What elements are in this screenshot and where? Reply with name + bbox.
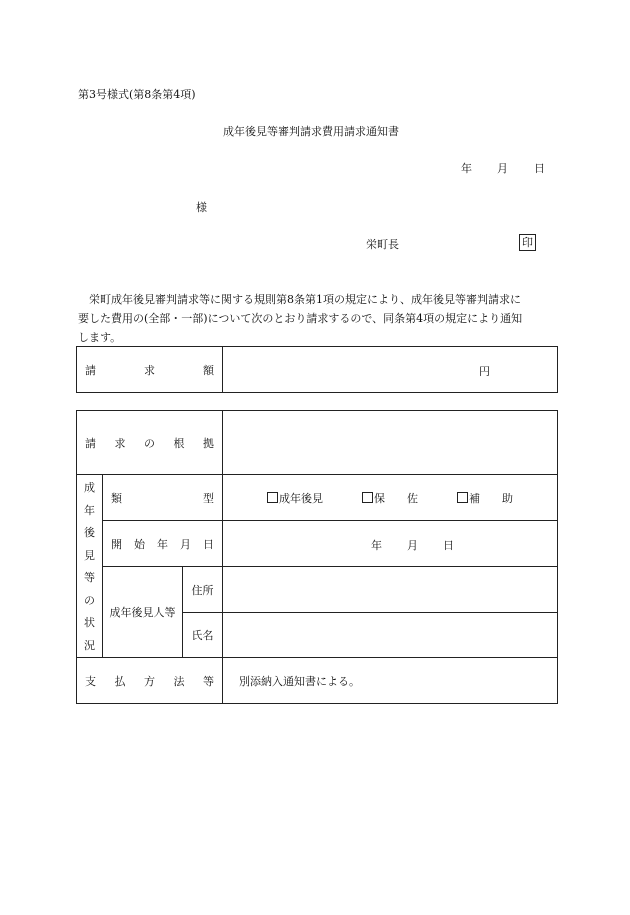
body-paragraph [78, 290, 558, 347]
addressee-suffix: 様 [196, 201, 207, 214]
name-label-cell: 氏名 [183, 613, 223, 658]
issuer: 栄町長 [366, 238, 399, 251]
ward-label-cell: 成年後見人等 [103, 567, 183, 658]
start-date-label-cell: 開 始 年 月 日 [103, 521, 223, 567]
seal-mark: 印 [519, 234, 536, 251]
form-number: 第3号様式(第8条第4項) [78, 88, 196, 101]
basis-field[interactable] [223, 411, 558, 475]
address-row [77, 567, 558, 613]
amount-field[interactable] [223, 347, 558, 393]
basis-label-cell: 請 求 の 根 拠 [77, 411, 223, 475]
status-label-cell: 成 年 後 見 等 の 状 況 [77, 475, 103, 658]
start-date-row [77, 521, 558, 567]
details-table [76, 410, 558, 704]
type-row [77, 475, 558, 521]
payment-value: 別添納入通知書による。 [239, 674, 360, 688]
body-line: します。 [78, 331, 122, 344]
date-year-label: 年 [461, 162, 472, 175]
date-month-label: 月 [497, 162, 508, 175]
option-curatorship[interactable]: 保 佐 [362, 490, 418, 506]
checkbox-icon[interactable] [457, 492, 468, 503]
address-label-cell: 住所 [183, 567, 223, 613]
option-guardianship[interactable]: 成年後見 [267, 490, 323, 506]
body-line: 栄町成年後見審判請求等に関する規則第8条第1項の規定により、成年後見等審判請求に [89, 293, 521, 306]
checkbox-icon[interactable] [267, 492, 278, 503]
type-label-cell: 類 型 [103, 475, 223, 521]
amount-unit: 円 [479, 365, 490, 378]
payment-value-cell [223, 658, 558, 704]
option-assistance[interactable]: 補 助 [457, 490, 513, 506]
address-field[interactable] [223, 567, 558, 613]
body-line: 要した費用の(全部・一部)について次のとおり請求するので、同条第4項の規定により通知 [78, 312, 523, 325]
document-title: 成年後見等審判請求費用請求通知書 [223, 125, 399, 138]
amount-label-cell: 請 求 額 [77, 347, 223, 393]
name-field[interactable] [223, 613, 558, 658]
start-date-field[interactable]: 年 月 日 [223, 521, 558, 567]
payment-label-cell: 支 払 方 法 等 [77, 658, 223, 704]
basis-row [77, 411, 558, 475]
payment-row [77, 658, 558, 704]
date-day-label: 日 [534, 162, 545, 175]
amount-table [76, 346, 558, 393]
checkbox-icon[interactable] [362, 492, 373, 503]
type-options-cell [223, 475, 558, 521]
